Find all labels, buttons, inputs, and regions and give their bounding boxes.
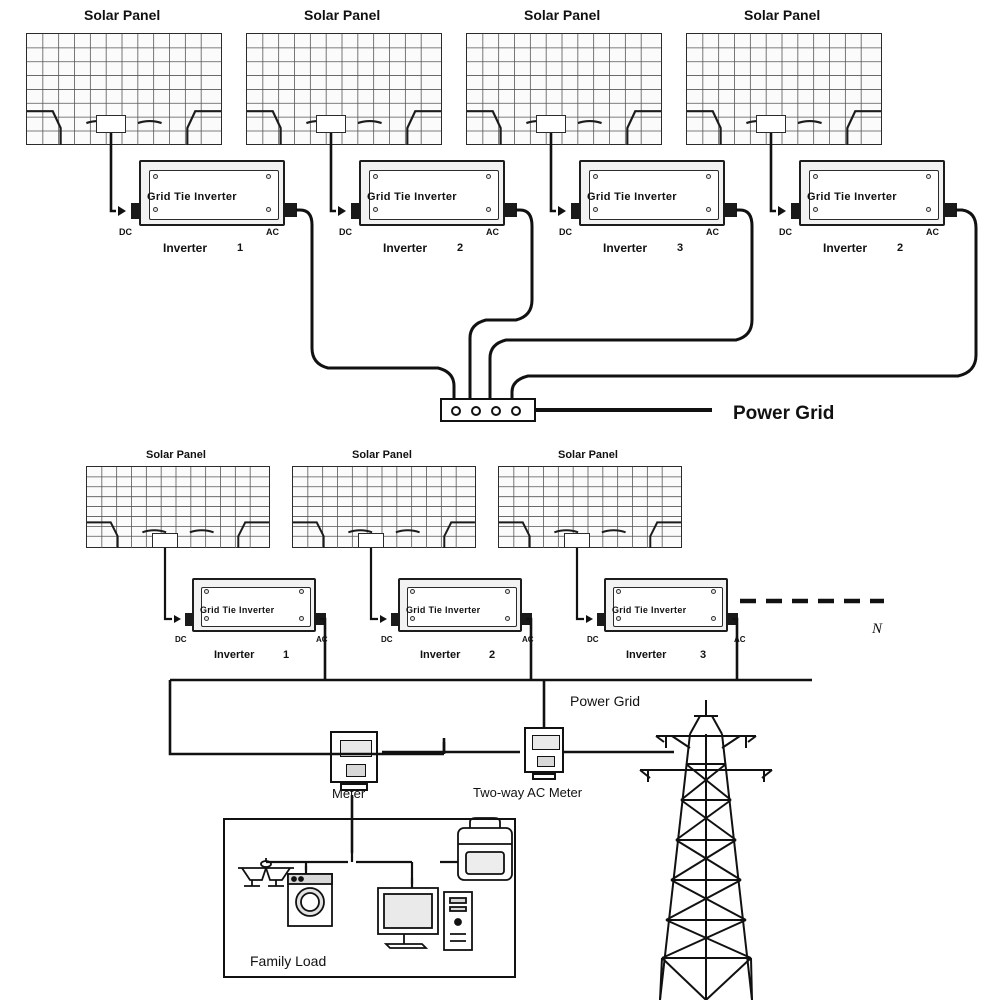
screw-icon bbox=[616, 589, 621, 594]
inverter-bottom-2-name: Inverter bbox=[420, 649, 461, 661]
inverter-bottom-1-dc-label: DC bbox=[175, 635, 187, 644]
screw-icon bbox=[706, 174, 711, 179]
solar-panel-bottom-1 bbox=[86, 466, 270, 548]
two-way-ac-meter-device bbox=[524, 727, 564, 773]
dc-arrow-icon bbox=[380, 615, 387, 623]
inverter-bottom-2-title: Grid Tie Inverter bbox=[406, 605, 481, 615]
panel-label-bottom-1: Solar Panel bbox=[146, 449, 206, 461]
screw-icon bbox=[813, 207, 818, 212]
inverter-top-1-dc-port bbox=[131, 203, 141, 219]
two-way-meter-display bbox=[532, 735, 560, 750]
inverter-bottom-3-name: Inverter bbox=[626, 649, 667, 661]
continuation-label-n: N bbox=[872, 621, 883, 637]
inverter-bottom-3-number: 3 bbox=[700, 649, 707, 661]
inverter-top-1-title: Grid Tie Inverter bbox=[147, 191, 237, 203]
inverter-bottom-1-name: Inverter bbox=[214, 649, 255, 661]
dc-arrow-icon bbox=[118, 206, 126, 216]
inverter-top-2-title: Grid Tie Inverter bbox=[367, 191, 457, 203]
inverter-bottom-2-dc-port bbox=[391, 613, 400, 626]
screw-icon bbox=[926, 174, 931, 179]
screw-icon bbox=[266, 207, 271, 212]
combiner-lug-2 bbox=[471, 406, 481, 416]
solar-panel-bottom-3 bbox=[498, 466, 682, 548]
inverter-top-2-ac-label: AC bbox=[486, 227, 499, 237]
two-way-meter-dial bbox=[537, 756, 555, 767]
solar-panel-bottom-2 bbox=[292, 466, 476, 548]
screw-icon bbox=[486, 207, 491, 212]
inverter-bottom-3-dc-port bbox=[597, 613, 606, 626]
power-grid-label-bottom: Power Grid bbox=[570, 693, 641, 709]
inverter-top-2-dc-label: DC bbox=[339, 227, 352, 237]
inverter-bottom-1-ac-label: AC bbox=[316, 635, 328, 644]
inverter-bottom-3-ac-port bbox=[726, 613, 738, 625]
panel-label-bottom-2: Solar Panel bbox=[352, 449, 412, 461]
inverter-bottom-2-number: 2 bbox=[489, 649, 496, 661]
screw-icon bbox=[711, 616, 716, 621]
inverter-top-3-ac-port bbox=[723, 203, 737, 217]
inverter-top-4-name: Inverter bbox=[823, 241, 868, 255]
power-grid-label-top: Power Grid bbox=[733, 403, 835, 424]
screw-icon bbox=[204, 616, 209, 621]
screw-icon bbox=[299, 589, 304, 594]
combiner-lug-3 bbox=[491, 406, 501, 416]
panel-label-top-3: Solar Panel bbox=[524, 7, 601, 23]
inverter-top-3-ac-label: AC bbox=[706, 227, 719, 237]
screw-icon bbox=[926, 207, 931, 212]
meter-device bbox=[330, 731, 378, 783]
screw-icon bbox=[373, 174, 378, 179]
junction-box-top-3 bbox=[536, 115, 566, 133]
screw-icon bbox=[266, 174, 271, 179]
dc-arrow-icon bbox=[558, 206, 566, 216]
inverter-top-3-dc-label: DC bbox=[559, 227, 572, 237]
junction-box-top-4 bbox=[756, 115, 786, 133]
inverter-top-1-number: 1 bbox=[237, 242, 244, 254]
junction-box-top-1 bbox=[96, 115, 126, 133]
screw-icon bbox=[373, 207, 378, 212]
screw-icon bbox=[616, 616, 621, 621]
meter-display bbox=[340, 740, 372, 757]
inverter-top-1-name: Inverter bbox=[163, 241, 208, 255]
two-way-meter-base bbox=[532, 773, 556, 780]
panel-label-top-4: Solar Panel bbox=[744, 7, 821, 23]
inverter-top-4-dc-port bbox=[791, 203, 801, 219]
inverter-bottom-1-title: Grid Tie Inverter bbox=[200, 605, 275, 615]
inverter-top-3-name: Inverter bbox=[603, 241, 648, 255]
family-load-label: Family Load bbox=[250, 953, 327, 969]
inverter-top-2-ac-port bbox=[503, 203, 517, 217]
inverter-bottom-2-ac-label: AC bbox=[522, 635, 534, 644]
combiner-lug-1 bbox=[451, 406, 461, 416]
screw-icon bbox=[706, 207, 711, 212]
inverter-top-4-title: Grid Tie Inverter bbox=[807, 191, 897, 203]
inverter-bottom-3-ac-label: AC bbox=[734, 635, 746, 644]
screw-icon bbox=[299, 616, 304, 621]
panel-label-top-2: Solar Panel bbox=[304, 7, 381, 23]
inverter-bottom-3-dc-label: DC bbox=[587, 635, 599, 644]
junction-box-bottom-3 bbox=[564, 533, 590, 548]
inverter-top-3-number: 3 bbox=[677, 242, 684, 254]
inverter-top-4-number: 2 bbox=[897, 242, 904, 254]
inverter-top-3-dc-port bbox=[571, 203, 581, 219]
dc-arrow-icon bbox=[338, 206, 346, 216]
inverter-top-2-number: 2 bbox=[457, 242, 464, 254]
screw-icon bbox=[410, 589, 415, 594]
inverter-bottom-3-title: Grid Tie Inverter bbox=[612, 605, 687, 615]
meter-dial bbox=[346, 764, 366, 777]
screw-icon bbox=[711, 589, 716, 594]
screw-icon bbox=[153, 174, 158, 179]
inverter-top-1-ac-label: AC bbox=[266, 227, 279, 237]
inverter-bottom-1-dc-port bbox=[185, 613, 194, 626]
dc-arrow-icon bbox=[174, 615, 181, 623]
two-way-meter-label: Two-way AC Meter bbox=[473, 785, 583, 800]
inverter-top-4-ac-port bbox=[943, 203, 957, 217]
inverter-top-1-ac-port bbox=[283, 203, 297, 217]
panel-label-top-1: Solar Panel bbox=[84, 7, 161, 23]
dc-arrow-icon bbox=[778, 206, 786, 216]
inverter-bottom-2-ac-port bbox=[520, 613, 532, 625]
inverter-top-4-ac-label: AC bbox=[926, 227, 939, 237]
ac-combiner-block bbox=[440, 398, 536, 422]
inverter-top-2-name: Inverter bbox=[383, 241, 428, 255]
screw-icon bbox=[593, 207, 598, 212]
screw-icon bbox=[153, 207, 158, 212]
combiner-lug-4 bbox=[511, 406, 521, 416]
screw-icon bbox=[410, 616, 415, 621]
meter-label: Meter bbox=[332, 786, 366, 801]
inverter-top-4-dc-label: DC bbox=[779, 227, 792, 237]
dc-arrow-icon bbox=[586, 615, 593, 623]
screw-icon bbox=[505, 589, 510, 594]
inverter-bottom-1-number: 1 bbox=[283, 649, 290, 661]
screw-icon bbox=[204, 589, 209, 594]
junction-box-bottom-2 bbox=[358, 533, 384, 548]
screw-icon bbox=[593, 174, 598, 179]
inverter-top-2-dc-port bbox=[351, 203, 361, 219]
junction-box-bottom-1 bbox=[152, 533, 178, 548]
inverter-top-1-dc-label: DC bbox=[119, 227, 132, 237]
inverter-top-3-title: Grid Tie Inverter bbox=[587, 191, 677, 203]
screw-icon bbox=[505, 616, 510, 621]
screw-icon bbox=[486, 174, 491, 179]
inverter-bottom-1-ac-port bbox=[314, 613, 326, 625]
junction-box-top-2 bbox=[316, 115, 346, 133]
inverter-bottom-2-dc-label: DC bbox=[381, 635, 393, 644]
panel-label-bottom-3: Solar Panel bbox=[558, 449, 618, 461]
screw-icon bbox=[813, 174, 818, 179]
